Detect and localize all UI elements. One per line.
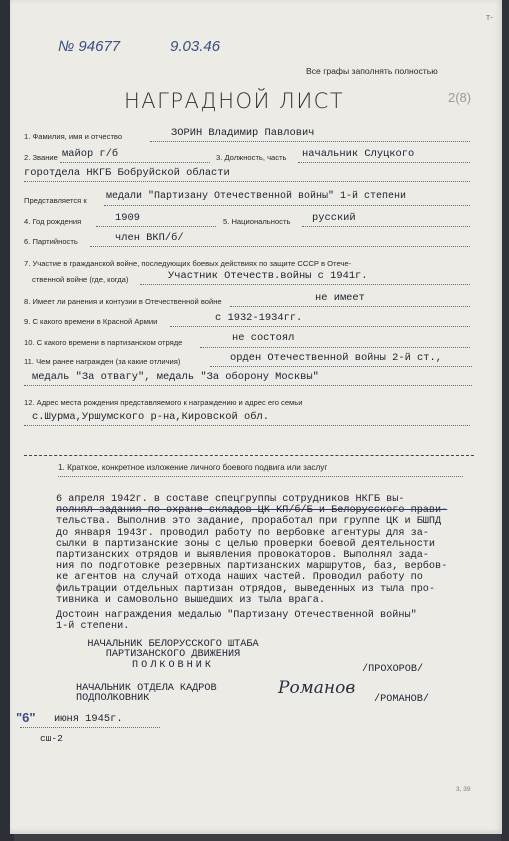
field-11-value: орден Отечественной войны 2-й ст., [230, 352, 443, 364]
field-3-value: начальник Слуцкого [302, 148, 415, 160]
field-9-line [170, 326, 470, 327]
merit-line: фильтрации отдельных партизан отрядов, выведенных из тыла про- [56, 583, 436, 595]
conclusion-line: 1-й степени. [56, 621, 130, 633]
merit-line: ния по подготовке резервных партизанских маршрутов, баз, вербов- [56, 561, 448, 573]
award-sheet-page [10, 0, 502, 834]
field-9-label: 9. С какого времени в Красной Армии [24, 317, 158, 326]
field-8-line [230, 306, 470, 307]
page-right-edge [501, 0, 509, 841]
merit-line: ке агентов на случай отхода наших частей. Проводил работу по [56, 572, 423, 584]
section-divider [24, 455, 474, 456]
field-3-line [298, 162, 470, 163]
field-4-label: 4. Год рождения [24, 217, 82, 226]
field-2-value: майор г/б [62, 148, 119, 160]
signatory-2-title: НАЧАЛЬНИК ОТДЕЛА КАДРОВ [76, 683, 217, 694]
signatory-1-rank: ПОЛКОВНИК [131, 659, 215, 671]
page-number: 3, 39 [456, 786, 471, 793]
field-3-continuation: горотдела НКГБ Бобруйской области [24, 167, 230, 179]
field-7-label-b: ственной войне (где, когда) [32, 275, 129, 284]
field-6-label: 6. Партийность [24, 237, 78, 246]
merit-line: сылки в партизанские зоны с целью проверки боевой деятельности [56, 538, 436, 550]
nomination-line [104, 205, 470, 206]
field-5-line [302, 226, 470, 227]
field-2-label: 2. Звание [24, 153, 58, 162]
field-1-label: 1. Фамилия, имя и отчество [24, 132, 123, 141]
field-4-line [96, 226, 216, 227]
conclusion [56, 610, 417, 632]
date-month-year: июня 1945г. [54, 713, 123, 725]
field-7-value: Участник Отечеств.войны с 1941г. [168, 270, 368, 282]
field-8-label: 8. Имеет ли ранения и контузии в Отечественной войне [24, 297, 222, 306]
merit-line: тивника и самовольно вышедших из тыла врага. [56, 594, 325, 606]
field-1-value: ЗОРИН Владимир Павлович [171, 127, 315, 139]
handwritten-signature: Романов [278, 678, 356, 698]
field-11-label: 11. Чем ранее награжден (за какие отличия) [24, 357, 181, 366]
signatory-1-title: ПАРТИЗАНСКОГО ДВИЖЕНИЯ [105, 649, 241, 661]
signatory-2-name: /РОМАНОВ/ [374, 694, 430, 705]
field-10-label: 10. С какого времени в партизанском отряде [24, 338, 183, 347]
section-heading-line [58, 476, 463, 477]
handwritten-date: 9.03.46 [170, 38, 221, 55]
field-11-line [210, 366, 472, 367]
signatory-1-title: НАЧАЛЬНИК БЕЛОРУССКОГО ШТАБА [87, 639, 259, 650]
merit-line: 6 апреля 1942г. в составе спецгруппы сотрудников НКГБ вы- [56, 494, 405, 505]
merit-description [56, 494, 447, 606]
field-3-cont-line [24, 181, 470, 182]
merit-line: полнял задания по охране складов ЦК КП/б/Б и Белорусского прави- [56, 505, 448, 517]
nomination-value: медали "Партизану Отечественной войны" 1-й степени [106, 191, 407, 202]
section-heading: 1. Краткое, конкретное изложение личного боевого подвига или заслуг [58, 463, 328, 472]
pencil-mark: 2(8) [448, 90, 472, 105]
field-3-label: 3. Должность, часть [216, 153, 287, 162]
conclusion-line: Достоин награждения медалью "Партизану Отечественной войны" [56, 610, 417, 621]
merit-line: тельства. Выполнив это задание, проработал при группе ЦК и БШПД [56, 516, 442, 528]
field-11-continuation: медаль "За отвагу", медаль "За оборону Москвы" [32, 371, 319, 383]
field-5-value: русский [312, 212, 356, 224]
signature-block-2 [76, 684, 217, 705]
field-6-value: член ВКП/б/ [115, 232, 184, 244]
date-day: "6" [16, 710, 36, 725]
reference-code: сш-2 [40, 733, 63, 744]
signature-block-1 [68, 640, 278, 671]
field-6-line [90, 246, 470, 247]
merit-line: до января 1943г. проводил работу по вербовке агентуры для за- [56, 527, 429, 539]
field-9-value: с 1932-1934гг. [215, 312, 303, 324]
field-5-label: 5. Национальность [223, 217, 291, 226]
field-1-line [150, 141, 470, 142]
field-10-value: не состоял [232, 332, 295, 344]
field-12-label: 12. Адрес места рождения представляемого к награждению и адрес его семьи [24, 398, 303, 407]
page-title: НАГРАДНОЙ ЛИСТ [124, 89, 345, 113]
merit-line: партизанских отрядов и выявления провокаторов. Выполнял зада- [56, 550, 429, 562]
field-7-label-a: 7. Участие в гражданской войне, последующих боевых действиях по защите СССР в Отече- [24, 259, 352, 268]
field-4-value: 1909 [115, 212, 140, 224]
field-12-value: с.Шурма,Уршумского р-на,Кировской обл. [32, 411, 269, 423]
signatory-2-rank: ПОДПОЛКОВНИК [76, 693, 150, 705]
signatory-1-name: /ПРОХОРОВ/ [362, 664, 424, 675]
field-12-line [24, 425, 470, 426]
tab-mark: т- [486, 12, 494, 22]
field-11-cont-line [24, 385, 472, 386]
field-2-line [60, 162, 210, 163]
field-7-line [140, 284, 470, 285]
date-line [20, 727, 160, 728]
nomination-label: Представляется к [24, 196, 87, 205]
fill-note: Все графы заполнять полностью [306, 66, 438, 76]
handwritten-id: № 94677 [58, 38, 121, 55]
field-8-value: не имеет [315, 292, 365, 304]
field-10-line [200, 347, 470, 348]
